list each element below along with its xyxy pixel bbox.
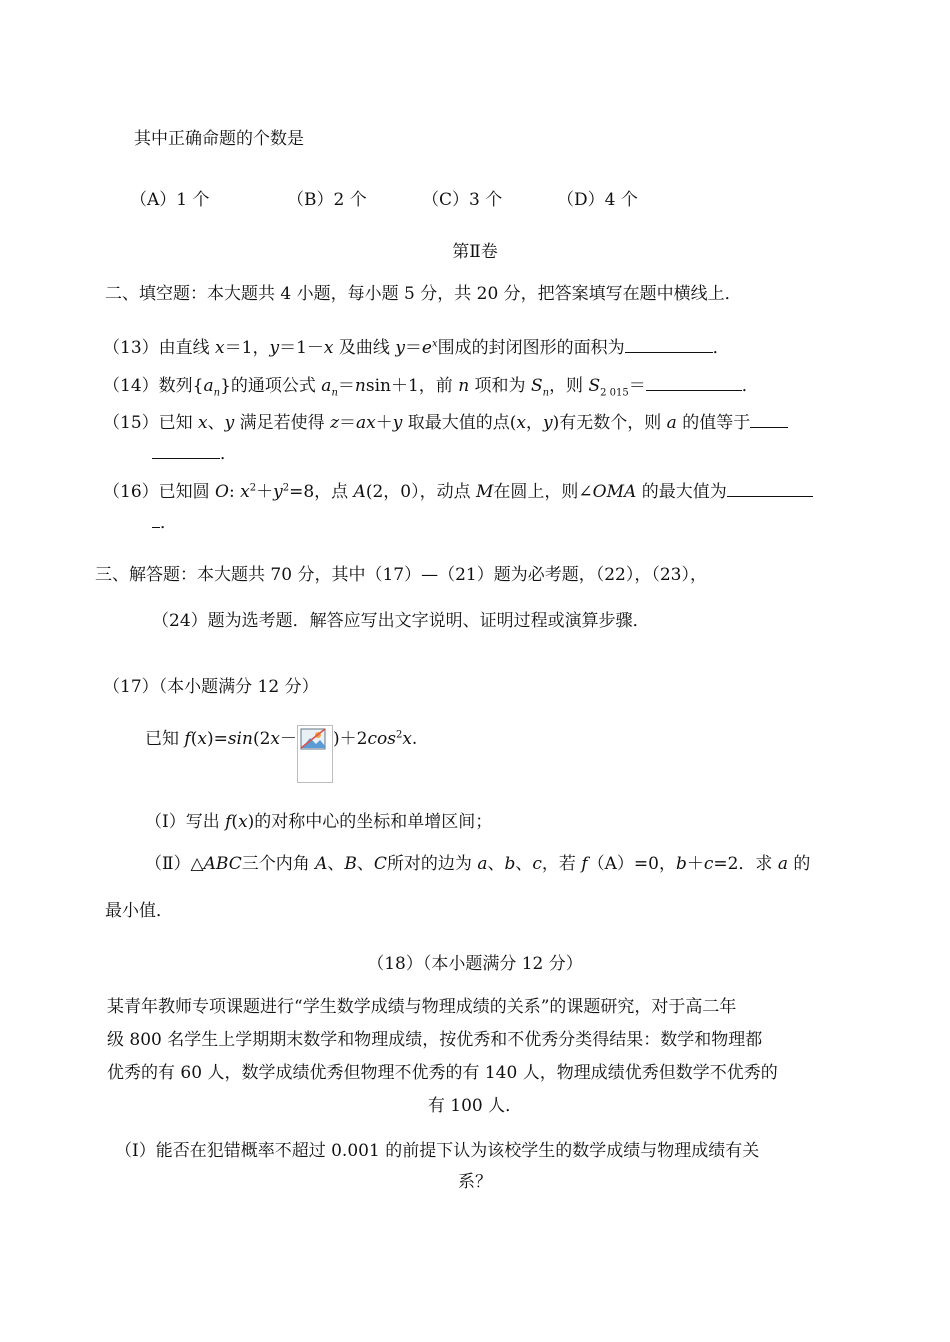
question-18-title: （18）（本小题满分 12 分） bbox=[367, 954, 583, 974]
answer-blank bbox=[727, 482, 813, 497]
broken-image-icon bbox=[297, 725, 333, 783]
question-18-part1-cont: 系？ bbox=[458, 1172, 492, 1192]
question-13: （13）由直线 x＝1，y＝1－x 及曲线 $y=e^x$围成的封闭图形的面积为 ． bbox=[103, 338, 730, 358]
answer-blank bbox=[152, 513, 160, 528]
section-heading-cont: （24）题为选考题．解答应写出文字说明、证明过程或演算步骤． bbox=[152, 611, 650, 631]
question-14: （14）数列$\{a_n\}$的通项公式 $a_n=nsin+1$，前 n 项和为 $S_n$，则 $S_{2 015}=$ ． bbox=[103, 376, 759, 399]
section-heading: 三、解答题：本大题共 70 分，其中（17）—（21）题为必考题，（22），（23）， bbox=[95, 565, 707, 585]
part-title: 第Ⅱ卷 bbox=[452, 242, 498, 262]
paragraph-line: 有 100 人． bbox=[427, 1096, 523, 1116]
question-17-part1: （Ⅰ）写出 f(x)的对称中心的坐标和单增区间； bbox=[145, 812, 493, 832]
paragraph-line: 某青年教师专项课题进行“学生数学成绩与物理成绩的关系”的课题研究，对于高二年 bbox=[107, 997, 737, 1017]
answer-blank bbox=[152, 444, 220, 459]
paragraph-line: 优秀的有 60 人，数学成绩优秀但物理不优秀的有 140 人，物理成绩优秀但数学不优秀的 bbox=[107, 1063, 778, 1083]
option-c: （C）3 个 bbox=[422, 190, 503, 210]
question-stem: 其中正确命题的个数是 bbox=[134, 129, 304, 149]
answer-blank bbox=[646, 376, 742, 391]
option-b: （B）2 个 bbox=[287, 190, 367, 210]
question-16-cont: ． bbox=[152, 511, 177, 535]
answer-blank bbox=[625, 338, 713, 353]
section-heading: 二、填空题：本大题共 4 小题，每小题 5 分，共 20 分，把答案填写在题中横线上． bbox=[105, 284, 742, 304]
question-16: （16）已知圆 O: $x^2+y^2=8$，点 A(2，0），动点 M在圆上，则∠OMA 的最大值为 bbox=[103, 480, 813, 504]
option-a: （A）1 个 bbox=[130, 190, 210, 210]
question-15-cont: ． bbox=[152, 442, 237, 466]
answer-blank bbox=[750, 413, 788, 428]
paragraph-line: 级 800 名学生上学期期末数学和物理成绩，按优秀和不优秀分类得结果：数学和物理都 bbox=[107, 1030, 763, 1050]
question-17-title: （17）（本小题满分 12 分） bbox=[103, 677, 319, 697]
question-17-part2-cont: 最小值． bbox=[105, 901, 173, 921]
question-17-given: 已知 f(x)=sin(2x－ )$+2\cos^2x$. bbox=[145, 727, 417, 783]
question-18-part1: （Ⅰ）能否在犯错概率不超过 0.001 的前提下认为该校学生的数学成绩与物理成绩有关 bbox=[115, 1141, 760, 1161]
question-15: （15）已知 x、y 满足若使得 z＝ax＋y 取最大值的点(x，y)有无数个，则 a 的值等于 bbox=[103, 411, 788, 435]
option-d: （D）4 个 bbox=[557, 190, 638, 210]
question-17-part2: （Ⅱ）△ABC三个内角 A、B、C所对的边为 a、b、c，若 f（A）=0，b＋c=2．求 a 的 bbox=[145, 854, 811, 874]
